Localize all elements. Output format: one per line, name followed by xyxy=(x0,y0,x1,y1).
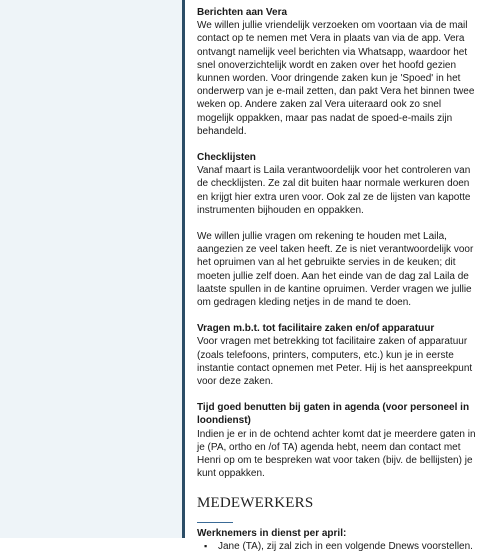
section-paragraph: Voor vragen met betrekking tot facilitaire zaken of apparatuur (zoals telefoons, printers, computers, etc.) kun je in eerste instantie contact opnemen met Peter. Hij is het aanspreekpunt voor deze zaken. xyxy=(197,336,473,388)
section-facilitair xyxy=(197,322,480,388)
section-heading: Berichten aan Vera xyxy=(197,7,288,18)
title-underline xyxy=(197,522,233,523)
section-checklijsten xyxy=(197,151,480,217)
vertical-divider xyxy=(182,0,185,538)
section-heading: Vragen m.b.t. tot facilitaire zaken en/of apparatuur xyxy=(197,323,435,335)
newsletter-content xyxy=(197,6,480,553)
section-checklijsten-cont xyxy=(197,230,480,309)
section-paragraph: Indien je er in de ochtend achter komt dat je meerdere gaten in je (PA, ortho en /of TA) agenda hebt, neem dan contact met Henri op om te bespreken wat voor taken (bijv. de bellijsten) je kunt oppakken. xyxy=(197,428,476,480)
section-agenda xyxy=(197,401,480,480)
section-paragraph: We willen jullie vragen om rekening te houden met Laila, aangezien ze veel taken heeft. Ze is niet verantwoordelijk voor het opruimen van al het gebruikte servies in de keuken; dit moeten jullie zelf doen. Aan het einde van de dag zal Laila de laatste spullen in de kantine opruimen. Verder vragen we jullie om gedragen kleding netjes in de mand te doen. xyxy=(197,231,474,309)
section-berichten xyxy=(197,6,480,138)
medewerkers-section xyxy=(197,494,480,553)
sidebar-panel xyxy=(0,0,182,538)
list-item: ▪ Jane (TA), zij zal zich in een volgende Dnews voorstellen. xyxy=(218,540,480,553)
medewerkers-title: MEDEWERKERS xyxy=(197,494,314,511)
medewerkers-list xyxy=(197,540,480,553)
section-paragraph: We willen jullie vriendelijk verzoeken om voortaan via de mail contact op te nemen met Vera in plaats van via de app. Vera ontvangt namelijk veel berichten via Whatsapp, waardoor het snel onoverzichtelijk wordt en zaken over het hoofd gezien kunnen worden. Voor dringende zaken kun je 'Spoed' in het onderwerp van je e-mail zetten, dan pakt Vera het binnen twee weken op. Andere zaken zal Vera uiteraard ook zo snel mogelijk oppakken, maar pas nadat de spoed-e-mails zijn behandeld. xyxy=(197,20,475,137)
section-paragraph: Vanaf maart is Laila verantwoordelijk voor het controleren van de checklijsten. Ze zal dit buiten haar normale werkuren doen en krijgt hier extra uren voor. Ook zal ze de lijsten van kapotte instrumenten bijhouden en oppakken. xyxy=(197,165,471,216)
medewerkers-subheading: Werknemers in dienst per april: xyxy=(197,527,347,539)
section-heading: Tijd goed benutten bij gaten in agenda (voor personeel in loondienst) xyxy=(197,402,470,427)
section-heading: Checklijsten xyxy=(197,152,256,164)
